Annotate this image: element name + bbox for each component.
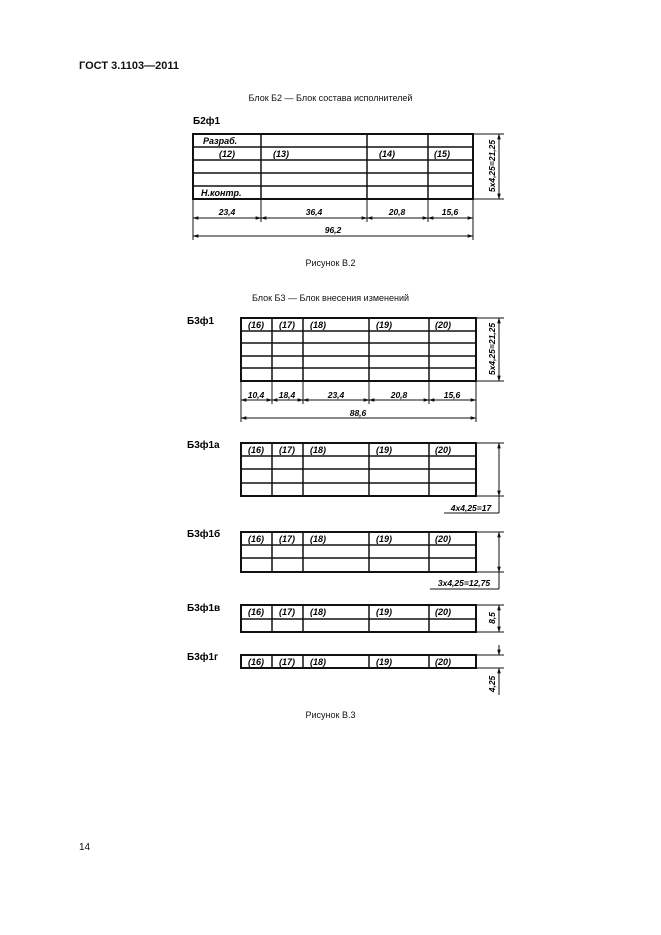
b3-form1g-label: Б3ф1г <box>187 652 219 663</box>
b3f1-height-dim: 5х4,25=21,25 <box>487 322 497 376</box>
b3-form1-label: Б3ф1 <box>187 316 215 327</box>
b3f1v-field-17: (17) <box>278 607 296 617</box>
document-header: ГОСТ 3.1103—2011 <box>79 60 179 72</box>
figure-b3-caption: Рисунок В.3 <box>305 710 356 720</box>
b3f1v-field-19: (19) <box>375 607 393 617</box>
b3-dim-1: 10,4 <box>247 390 265 400</box>
b3-form1b-label: Б3ф1б <box>187 529 221 540</box>
b3f1-field-18: (18) <box>309 320 327 330</box>
b3f1g-field-17: (17) <box>278 657 296 667</box>
block-b3-form1g <box>187 645 504 695</box>
b3f1g-field-20: (20) <box>434 657 452 667</box>
b3-form1a-label: Б3ф1а <box>187 440 220 451</box>
b2-dimension-lines <box>193 134 504 240</box>
b3-dim-4: 20,8 <box>390 390 408 400</box>
b3f1a-field-19: (19) <box>375 445 393 455</box>
b3f1b-field-19: (19) <box>375 534 393 544</box>
block-b2-drawing <box>193 115 504 240</box>
b3f1b-field-18: (18) <box>309 534 327 544</box>
b3f1v-field-20: (20) <box>434 607 452 617</box>
page-number: 14 <box>79 842 91 853</box>
block-b3-caption: Блок Б3 — Блок внесения изменений <box>251 293 410 303</box>
b2-field-12: (12) <box>218 149 236 159</box>
block-b2-form-label: Б2ф1 <box>193 116 221 127</box>
b2-dim-3: 20,8 <box>388 207 406 217</box>
block-b3-form1b <box>187 528 504 589</box>
b2-field-15: (15) <box>433 149 451 159</box>
b2-dim-1: 23,4 <box>218 207 236 217</box>
b3-form1v-label: Б3ф1в <box>187 603 221 614</box>
b3f1v-height-dim: 8,5 <box>487 612 497 624</box>
b3f1g-field-18: (18) <box>309 657 327 667</box>
block-b3-form1a <box>187 439 504 513</box>
b3f1-field-17: (17) <box>278 320 296 330</box>
b2-dim-total: 96,2 <box>324 225 342 235</box>
b3f1b-field-17: (17) <box>278 534 296 544</box>
b2-dim-4: 15,6 <box>441 207 459 217</box>
b3-dim-3: 23,4 <box>327 390 345 400</box>
b3f1g-field-16: (16) <box>247 657 265 667</box>
b2-height-dim: 5х4,25=21,25 <box>487 139 497 193</box>
b3f1b-field-20: (20) <box>434 534 452 544</box>
b2-row-label-razrab: Разраб. <box>203 136 238 146</box>
b2-dim-2: 36,4 <box>305 207 323 217</box>
b3f1a-field-18: (18) <box>309 445 327 455</box>
b2-field-14: (14) <box>378 149 396 159</box>
block-b3-form1v <box>187 602 504 632</box>
block-b2-caption: Блок Б2 — Блок состава исполнителей <box>248 93 413 103</box>
b3f1g-height-dim: 4,25 <box>487 675 497 693</box>
b3f1g-field-19: (19) <box>375 657 393 667</box>
b3-dim-5: 15,6 <box>443 390 461 400</box>
b3-dim-total: 88,6 <box>349 408 367 418</box>
b3f1v-field-16: (16) <box>247 607 265 617</box>
b3f1b-height-dim: 3х4,25=12,75 <box>437 578 491 588</box>
b3f1-field-16: (16) <box>247 320 265 330</box>
b3f1a-height-dim: 4х4,25=17 <box>450 503 492 513</box>
b2-field-13: (13) <box>272 149 290 159</box>
b3f1v-field-18: (18) <box>309 607 327 617</box>
figure-b2-caption: Рисунок В.2 <box>305 258 356 268</box>
b3f1a-field-16: (16) <box>247 445 265 455</box>
block-b3-form1 <box>187 315 504 422</box>
b3f1b-field-16: (16) <box>247 534 265 544</box>
b3f1a-field-20: (20) <box>434 445 452 455</box>
b2-row-label-nkontr: Н.контр. <box>201 188 242 198</box>
b3f1a-field-17: (17) <box>278 445 296 455</box>
b3f1-field-19: (19) <box>375 320 393 330</box>
b3f1-field-20: (20) <box>434 320 452 330</box>
b3-dim-2: 18,4 <box>278 390 296 400</box>
